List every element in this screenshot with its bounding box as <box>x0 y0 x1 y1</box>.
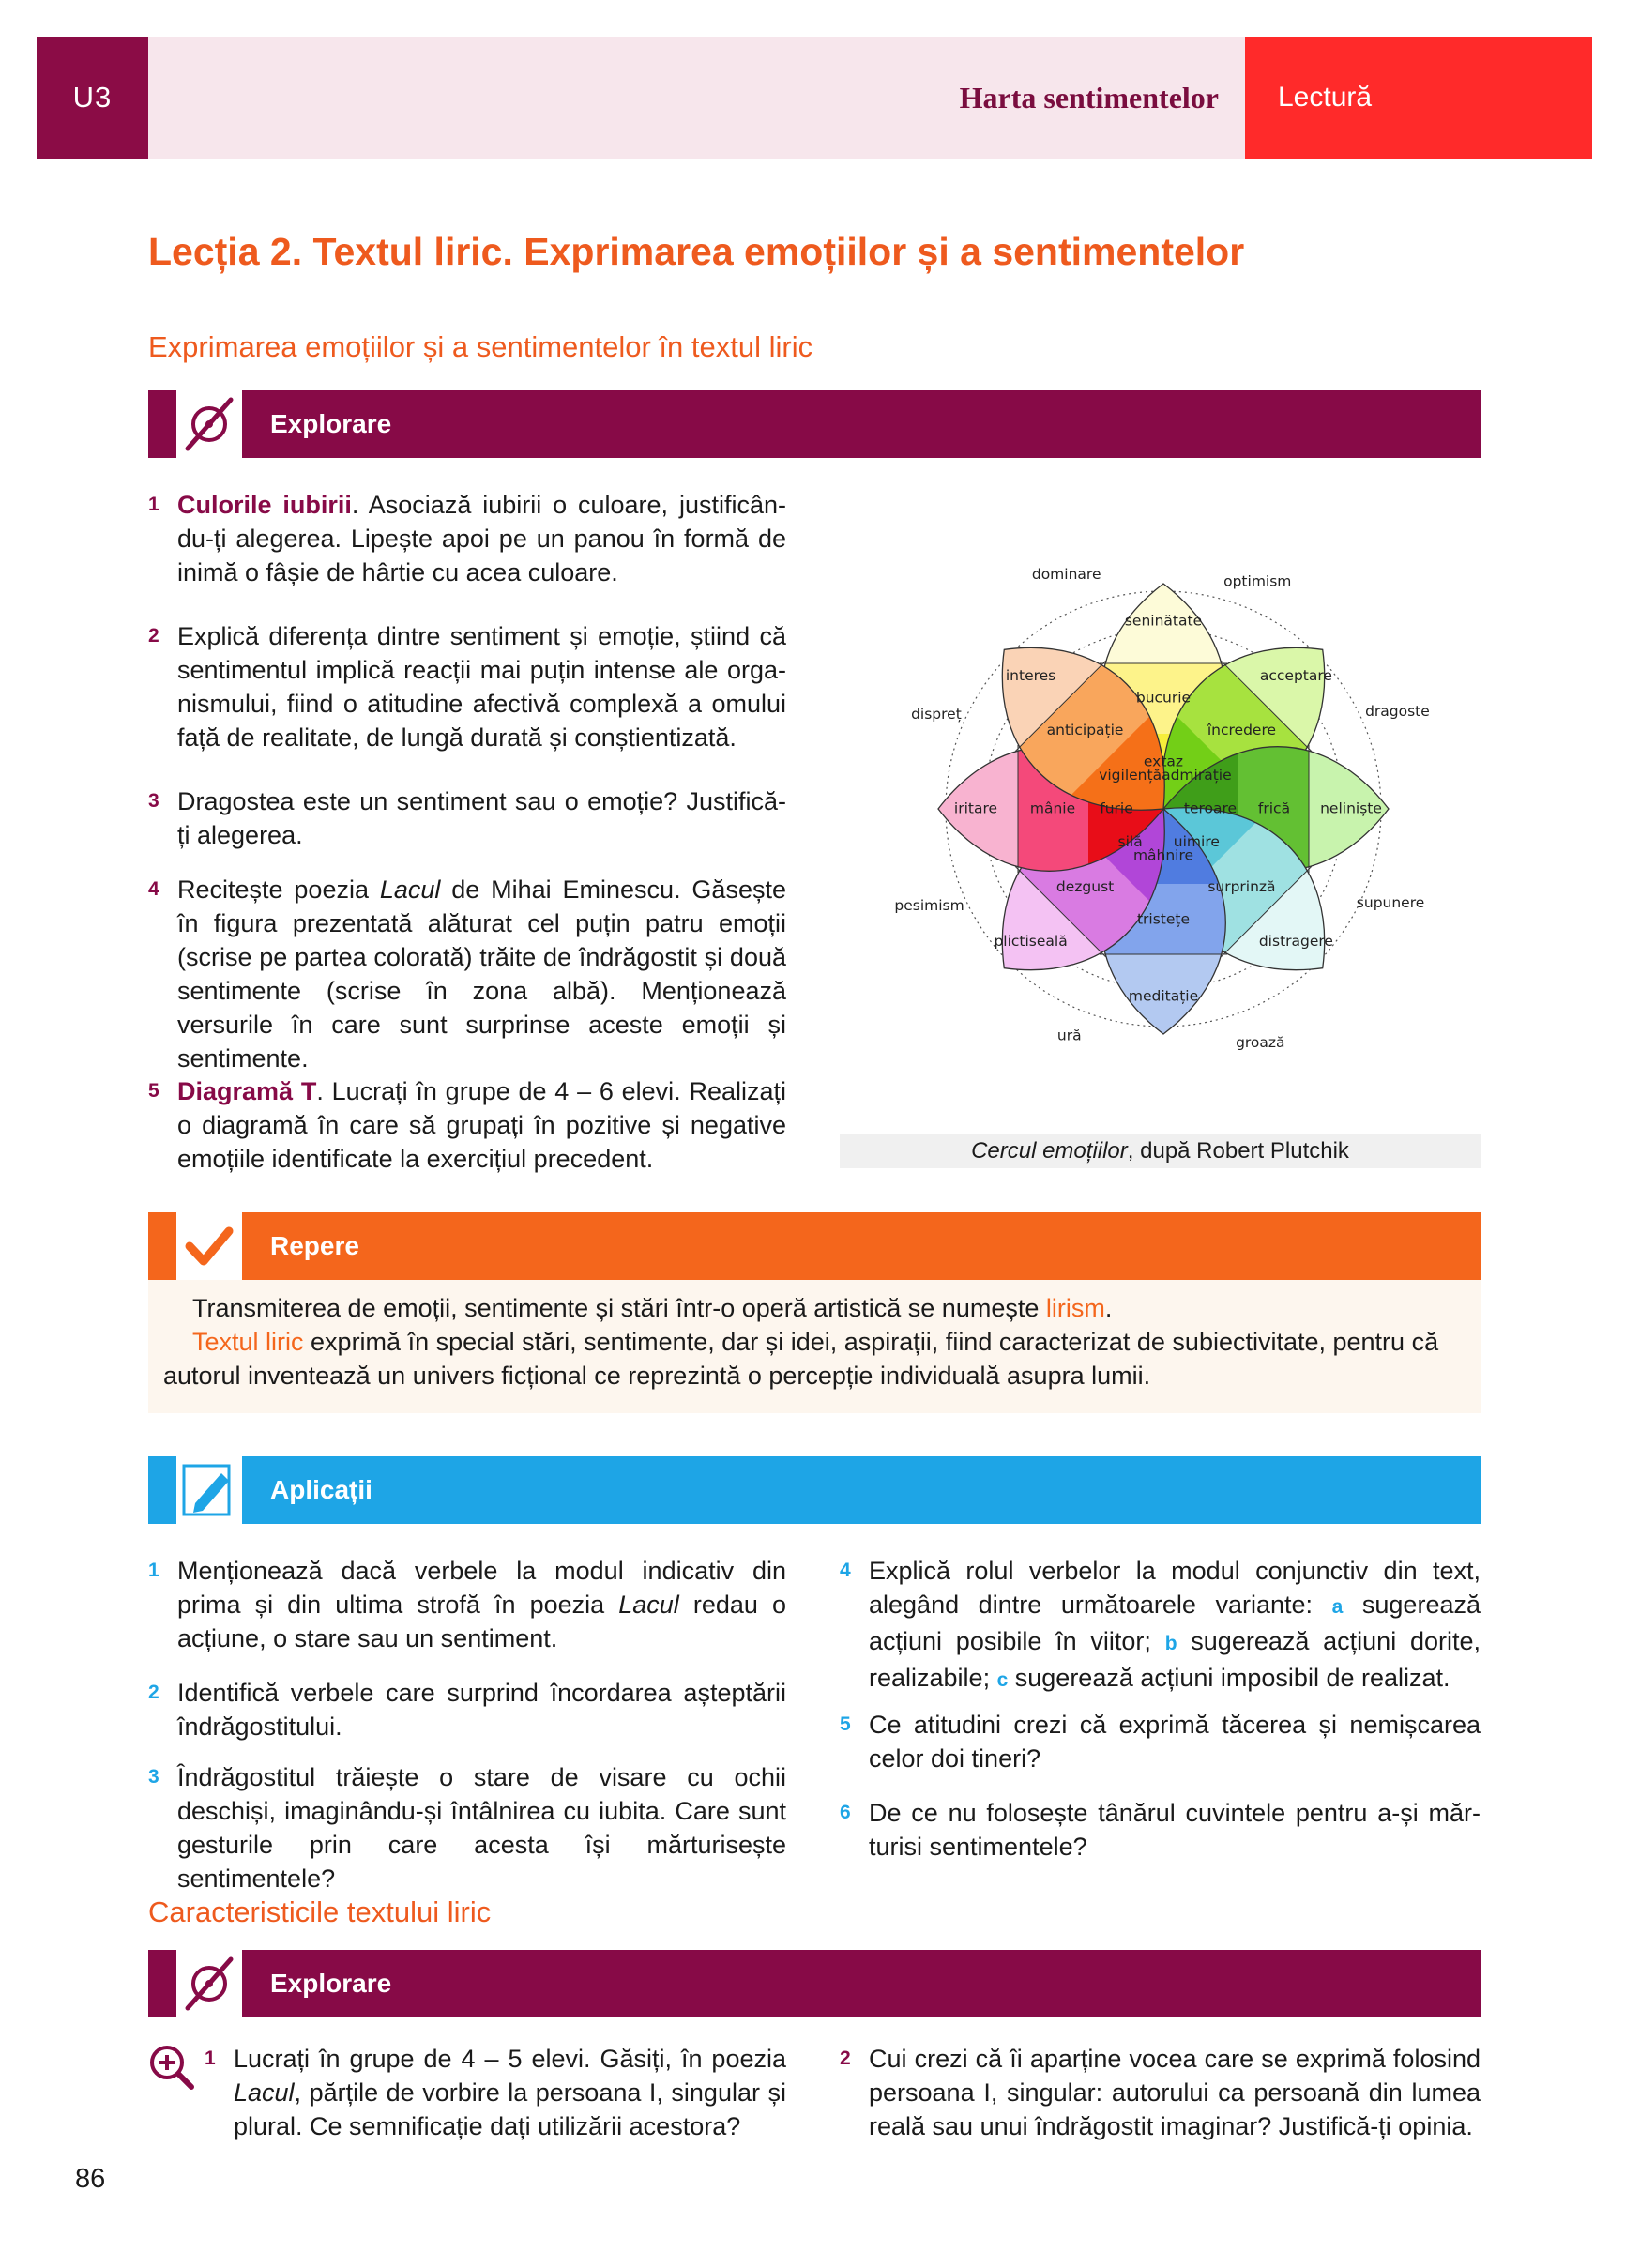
wheel-emotion-label: încredere <box>1207 722 1277 739</box>
wheel-emotion-label: frică <box>1257 799 1291 817</box>
wheel-sentiment-label: supunere <box>1356 893 1425 911</box>
compass-icon <box>176 1950 242 2017</box>
emotion-wheel <box>826 483 1501 1140</box>
wheel-sentiment-label: optimism <box>1223 572 1292 590</box>
wheel-sentiment-label: dragoste <box>1365 703 1430 721</box>
list-item: 5 Ce atitudini crezi că exprimă tăcerea și nemișcarea celor doi tineri? <box>840 1711 1481 1773</box>
wheel-sentiment-label: pesimism <box>894 896 964 914</box>
chapter-title: Harta sentimentelor <box>959 81 1219 114</box>
page-number: 86 <box>75 2164 106 2194</box>
list-item: 4 Recitește poezia Lacul de Mihai Eminescu. Găsește în figura prezentată alăturat cel puțin patru emoții (scrise pe partea colorată) trăite de îndrăgostit și două sentimente (scrise în zona albă). Menționează versurile în care sunt surprinse aceste emoții și sentimente. <box>148 875 786 1073</box>
wheel-emotion-label: mâhnire <box>1132 846 1194 864</box>
wheel-emotion-label: interes <box>1005 667 1056 685</box>
list-item: 2 Cui crezi că îi aparține vocea care se exprimă folosind persoana I, singular: autorului ca persoană din lumea reală sau unui îndrăgostit imaginar? Justifică-ți opinia. <box>840 2045 1481 2140</box>
explorare-bar <box>148 1950 1481 2017</box>
wheel-emotion-label: tristețe <box>1136 910 1191 928</box>
repere-bar <box>148 1212 1481 1280</box>
magnifier-plus-icon <box>146 2042 195 2095</box>
wheel-emotion-label: surprinză <box>1207 877 1276 895</box>
unit-label: U3 <box>37 37 148 159</box>
wheel-emotion-label: acceptare <box>1259 667 1332 685</box>
compass-icon <box>176 390 242 458</box>
wheel-emotion-label: dezgust <box>1055 877 1115 895</box>
section-subtitle: Caracteristicile textului liric <box>148 1895 492 1928</box>
section-subtitle: Exprimarea emoțiilor și a sentimentelor în textul liric <box>148 330 813 363</box>
wheel-sentiment-label: groază <box>1236 1033 1285 1051</box>
repere-paragraph: Transmiterea de emoții, sentimente și stări într-o operă artistică se numește lirism. <box>192 1294 1113 1322</box>
section-tab: Lectură <box>1245 37 1592 159</box>
list-item: 3 Îndrăgostitul trăiește o stare de visare cu ochii deschiși, imaginându-și întâlnirea cu iubita. Care sunt gesturile prin care acesta își mărturisește sentimentele? <box>148 1763 786 1893</box>
aplicatii-label: Aplicații <box>242 1456 1481 1524</box>
explorare-label: Explorare <box>242 390 1481 458</box>
list-item: 1 Lucrați în grupe de 4 – 5 elevi. Găsiți, în poezia Lacul, părțile de vorbire la persoana I, singular și plural. Ce semnificație dați utilizării acestora? <box>205 2045 786 2140</box>
wheel-sentiment-label: ură <box>1056 1027 1082 1044</box>
list-item: 2 Explică diferența dintre sentiment și emoție, știind că sentimentul implică reacții mai puțin intense ale organismului, fiind o atitudine afectivă complexă a omului față de realitate, de lungă durată și conștientizată. <box>148 622 786 752</box>
aplicatii-bar <box>148 1456 1481 1524</box>
header-band <box>148 37 1245 159</box>
list-item: 1 Culorile iubirii. Asociază iubirii o culoare, justificându-ți alegerea. Lipește apoi pe un panou în formă de inimă o fâșie de hârtie cu acea culoare. <box>148 491 786 586</box>
list-item: 2 Identifică verbele care surprind încordarea așteptării îndrăgostitului. <box>148 1679 786 1741</box>
wheel-emotion-label: vigilență <box>1099 767 1162 784</box>
wheel-emotion-label: uimire <box>1173 832 1220 850</box>
wheel-emotion-label: distragere <box>1258 932 1333 950</box>
wheel-sentiment-label: dominare <box>1031 566 1101 584</box>
wheel-sentiment-label: dispreț <box>911 706 962 723</box>
wheel-emotion-label: extaz <box>1143 753 1184 770</box>
figure-caption: Cercul emoțiilor, după Robert Plutchik <box>840 1134 1481 1168</box>
wheel-emotion-label: iritare <box>953 799 998 817</box>
lesson-title: Lecția 2. Textul liric. Exprimarea emoțiilor și a sentimentelor <box>148 230 1245 273</box>
wheel-emotion-label: silă <box>1117 832 1143 850</box>
wheel-emotion-label: meditație <box>1128 987 1199 1005</box>
wheel-emotion-label: neliniște <box>1320 799 1382 817</box>
list-item: 3 Dragostea este un sentiment sau o emoție? Justifică-ți alegerea. <box>148 787 786 849</box>
wheel-emotion-label: teroare <box>1183 799 1238 817</box>
pencil-icon <box>176 1456 242 1524</box>
wheel-emotion-label: mânie <box>1029 799 1076 817</box>
wheel-emotion-label: furie <box>1100 799 1133 817</box>
repere-box <box>148 1280 1481 1413</box>
list-item: 1 Menționează dacă verbele la modul indicativ din prima și din ultima strofă în poezia Lacul redau o acțiune, o stare sau un sentiment. <box>148 1557 786 1652</box>
wheel-emotion-label: admirație <box>1162 767 1232 784</box>
wheel-emotion-label: anticipație <box>1046 722 1124 739</box>
explorare-bar <box>148 390 1481 458</box>
repere-label: Repere <box>242 1212 1481 1280</box>
repere-paragraph: Textul liric exprimă în special stări, sentimente, dar și idei, aspirații, fiind caracterizat de subiectivitate, pentru că autorul inventează un univers ficțional ce reprezintă o percepție individuală asupra lumii. <box>163 1328 1439 1390</box>
checkmark-icon <box>176 1212 242 1280</box>
list-item: 6 De ce nu folosește tânărul cuvintele pentru a-și mărturisi sentimentele? <box>840 1799 1481 1861</box>
explorare-label: Explorare <box>242 1950 1481 2017</box>
list-item: 4 Explică rolul verbelor la modul conjunctiv din text, alegând dintre următoarele variante: a sugerează acțiuni posibile în viitor; b sugerează acțiuni dorite, realizabile; c sugerează acțiuni imposibil de realizat. <box>840 1557 1481 1692</box>
wheel-emotion-label: seninătate <box>1124 612 1203 630</box>
wheel-emotion-label: bucurie <box>1135 689 1192 707</box>
wheel-emotion-label: plictiseală <box>994 932 1068 950</box>
list-item: 5 Diagramă T. Lucrați în grupe de 4 – 6 elevi. Realizați o diagramă în care să grupați în pozitive și negative emoțiile identificate la exercițiul precedent. <box>148 1077 786 1173</box>
